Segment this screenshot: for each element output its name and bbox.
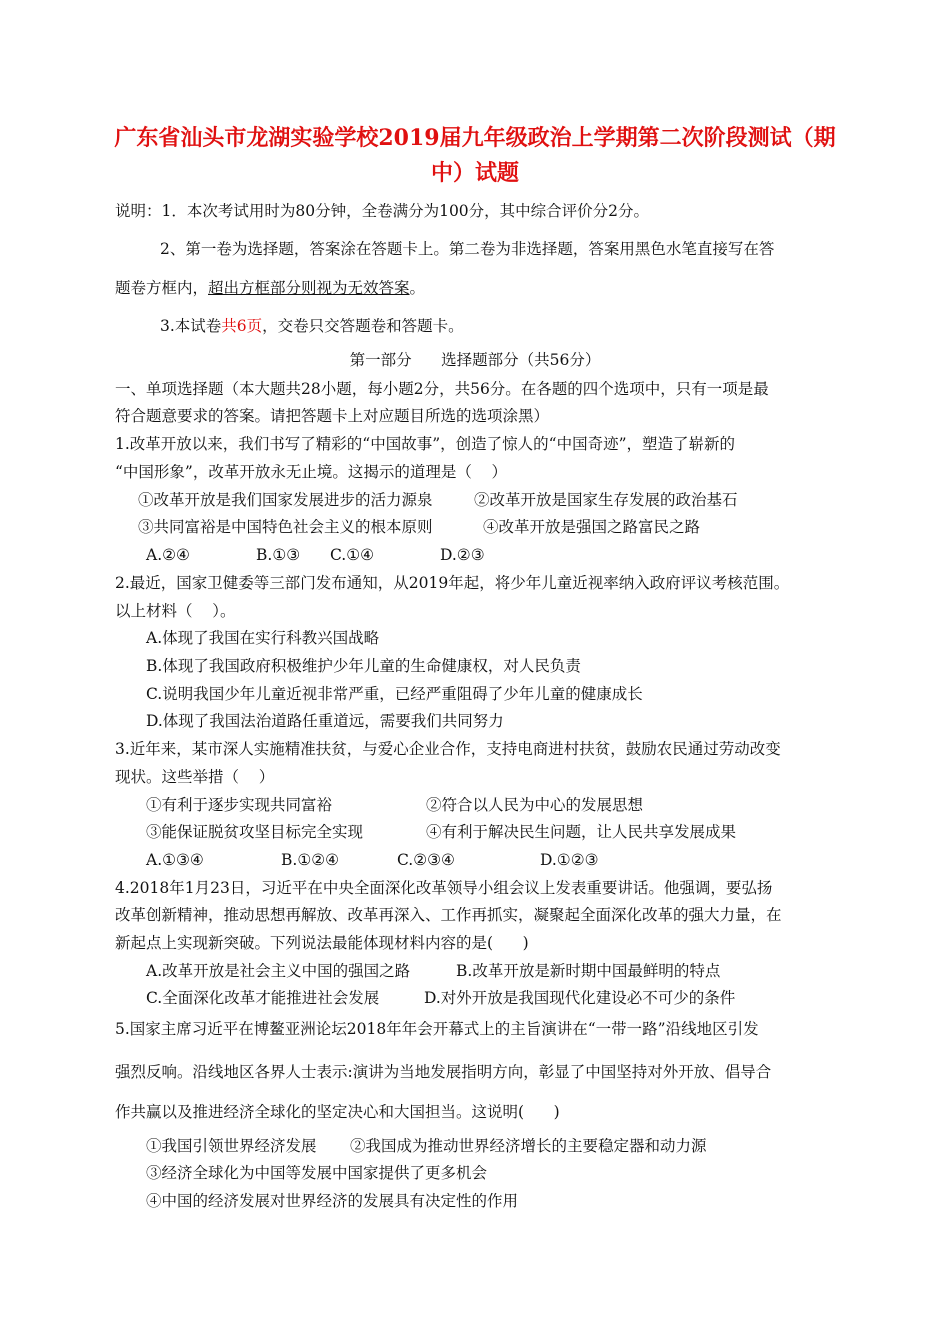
q1-statement-2: ②改革开放是国家生存发展的政治基石	[474, 491, 738, 509]
note-2-end: 。	[409, 279, 426, 297]
q5-stem-line-3: 作共赢以及推进经济全球化的坚定决心和大国担当。这说明( )	[115, 1103, 560, 1121]
q4-option-b: B.改革开放是新时期中国最鲜明的特点	[456, 962, 721, 980]
q4-stem-line-3: 新起点上实现新突破。下列说法最能体现材料内容的是( )	[115, 934, 529, 952]
q5-statement-1: ①我国引领世界经济发展	[146, 1137, 317, 1155]
q2-stem-line-1: 2.最近，国家卫健委等三部门发布通知，从2019年起，将少年儿童近视率纳入政府评议考核范围。	[115, 574, 790, 592]
note-2-underlined-text: 超出方框部分则视为无效答案	[208, 279, 410, 297]
q3-statement-4: ④有利于解决民生问题，让人民共享发展成果	[426, 823, 737, 841]
q1-statement-4: ④改革开放是强国之路富民之路	[483, 518, 701, 536]
q4-stem-line-1: 4.2018年1月23日，习近平在中央全面深化改革领导小组会议上发表重要讲话。他强调，要弘扬	[115, 879, 773, 897]
q3-statement-3: ③能保证脱贫攻坚目标完全实现	[146, 823, 364, 841]
q4-option-c: C.全面深化改革才能推进社会发展	[146, 989, 380, 1007]
section-intro-line-2: 符合题意要求的答案。请把答题卡上对应题目所选的选项涂黑）	[115, 407, 550, 425]
q1-stem-line-1: 1.改革开放以来，我们书写了精彩的“中国故事”，创造了惊人的“中国奇迹”，塑造了崭新的	[115, 435, 735, 453]
q1-statement-3: ③共同富裕是中国特色社会主义的根本原则	[138, 518, 433, 536]
note-3-red-text: 共6页	[221, 317, 263, 335]
q3-stem-line-1: 3.近年来，某市深人实施精准扶贫，与爱心企业合作，支持电商进村扶贫，鼓励农民通过劳动改变	[115, 740, 781, 758]
q2-stem-line-2: 以上材料（ ）。	[115, 602, 236, 620]
exam-title-line-2: 中）试题	[430, 160, 519, 186]
q1-option-a: A.②④	[146, 546, 190, 564]
note-3-end: ，交卷只交答题卷和答题卡。	[262, 317, 464, 335]
q4-stem-line-2: 改革创新精神，推动思想再解放、改革再深入、工作再抓实，凝聚起全面深化改革的强大力量，在	[115, 906, 782, 924]
note-3	[160, 315, 464, 337]
q3-stem-line-2: 现状。这些举措（ ）	[115, 768, 275, 786]
q1-stem-line-2: “中国形象”，改革开放永无止境。这揭示的道理是（ ）	[115, 463, 508, 481]
q1-option-d: D.②③	[440, 546, 485, 564]
q2-option-d: D.体现了我国法治道路任重道远，需要我们共同努力	[146, 712, 504, 730]
q5-statement-3: ③经济全球化为中国等发展中国家提供了更多机会	[146, 1164, 488, 1182]
section-heading: 第一部分 选择题部分（共56分）	[349, 351, 601, 369]
q5-stem-line-2: 强烈反响。沿线地区各界人士表示:演讲为当地发展指明方向，彰显了中国坚持对外开放、倡导合	[115, 1063, 772, 1081]
q3-option-c: C.②③④	[397, 851, 455, 869]
q3-option-a: A.①③④	[146, 851, 204, 869]
q3-option-b: B.①②④	[281, 851, 340, 869]
note-1: 说明：1．本次考试用时为80分钟，全卷满分为100分，其中综合评价分2分。	[115, 202, 650, 220]
q1-statement-1: ①改革开放是我们国家发展进步的活力源泉	[138, 491, 433, 509]
note-2-line-1: 2、第一卷为选择题，答案涂在答题卡上。第二卷为非选择题，答案用黑色水笔直接写在答	[160, 240, 775, 258]
q5-statement-4: ④中国的经济发展对世界经济的发展具有决定性的作用	[146, 1192, 519, 1210]
q2-option-b: B.体现了我国政府积极维护少年儿童的生命健康权，对人民负责	[146, 657, 581, 675]
q5-statement-2: ②我国成为推动世界经济增长的主要稳定器和动力源	[350, 1137, 707, 1155]
q4-option-a: A.改革开放是社会主义中国的强国之路	[146, 962, 411, 980]
q2-option-c: C.说明我国少年儿童近视非常严重，已经严重阻碍了少年儿童的健康成长	[146, 685, 643, 703]
q1-option-c: C.①④	[330, 546, 375, 564]
note-3-text: 3.本试卷	[160, 317, 222, 335]
section-intro-line-1: 一、单项选择题（本大题共28小题，每小题2分，共56分。在各题的四个选项中，只有一项是最	[115, 380, 769, 398]
note-2-line-2	[115, 277, 425, 299]
q2-option-a: A.体现了我国在实行科教兴国战略	[146, 629, 380, 647]
q4-option-d: D.对外开放是我国现代化建设必不可少的条件	[424, 989, 736, 1007]
q5-stem-line-1: 5.国家主席习近平在博鳌亚洲论坛2018年年会开幕式上的主旨演讲在“一带一路”沿线地区引发	[115, 1020, 759, 1038]
note-2-text: 题卷方框内，	[115, 279, 209, 297]
q3-statement-2: ②符合以人民为中心的发展思想	[426, 796, 644, 814]
exam-title-line-1: 广东省汕头市龙湖实验学校2019届九年级政治上学期第二次阶段测试（期	[114, 125, 836, 151]
q1-option-b: B.①③	[256, 546, 301, 564]
q3-statement-1: ①有利于逐步实现共同富裕	[146, 796, 333, 814]
q3-option-d: D.①②③	[540, 851, 599, 869]
